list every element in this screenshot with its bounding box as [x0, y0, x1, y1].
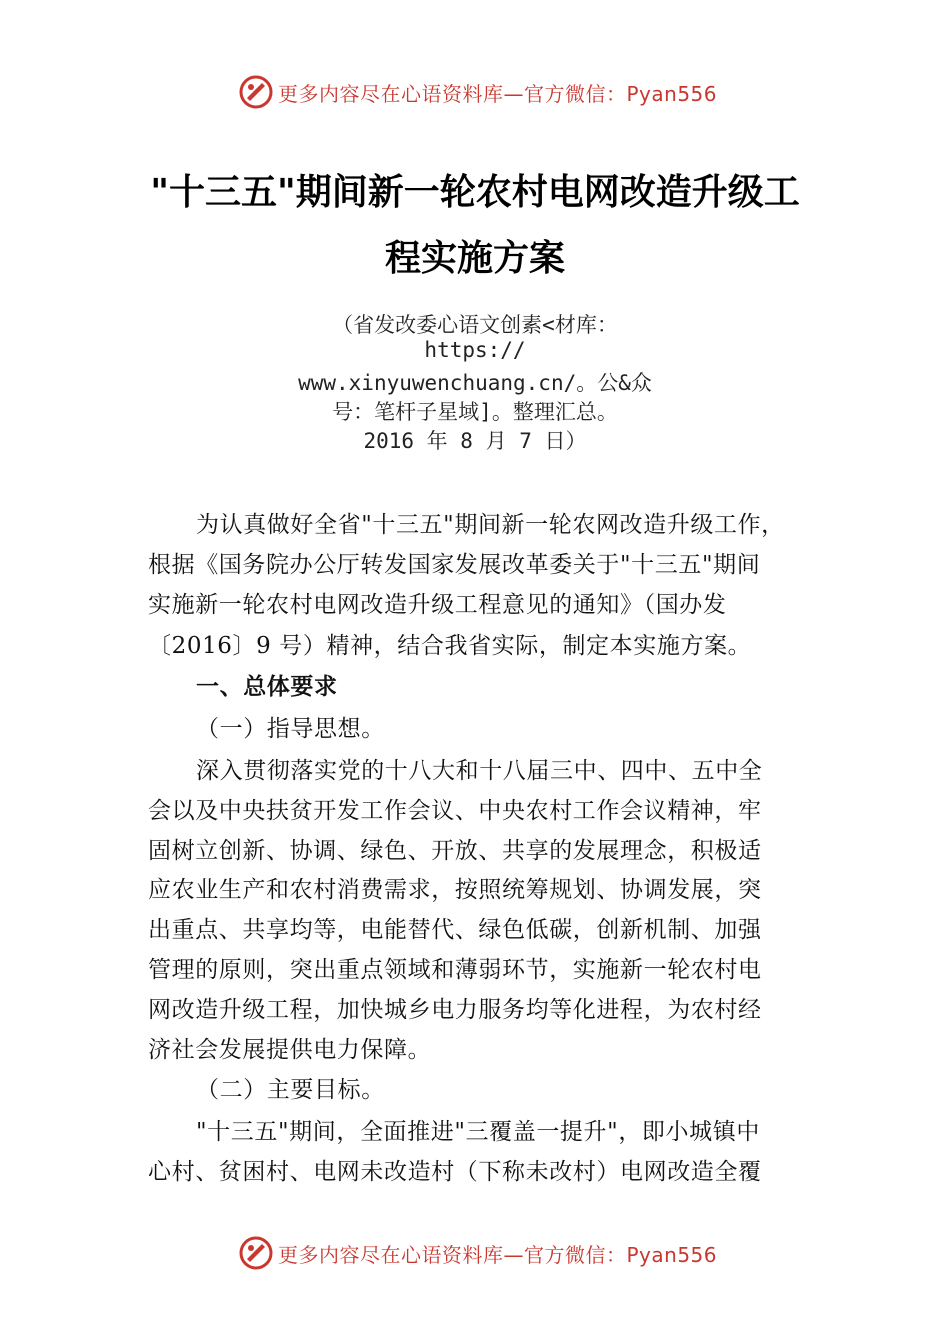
paragraph-line: 〔2016〕9 号）精神，结合我省实际，制定本实施方案。	[148, 633, 752, 659]
header-banner	[0, 72, 950, 112]
document-title-line2: 程实施方案	[384, 238, 565, 279]
paragraph-line: 出重点、共享均等，电能替代、绿色低碳，创新机制、加强	[148, 917, 762, 943]
paragraph-line: 为认真做好全省"十三五"期间新一轮农网改造升级工作，	[196, 512, 785, 538]
paragraph-line: "十三五"期间，全面推进"三覆盖一提升"，即小城镇中	[196, 1119, 760, 1145]
banner-text: 更多内容尽在心语资料库—官方微信：Pyan556	[278, 1243, 718, 1267]
paragraph-line: 心村、贫困村、电网未改造村（下称未改村）电网改造全覆	[148, 1159, 762, 1185]
subtitle-date: 2016 年 8 月 7 日）	[363, 429, 587, 453]
paragraph-line: 实施新一轮农村电网改造升级工程意见的通知》（国办发	[148, 592, 727, 618]
document-title-line1: "十三五"期间新一轮农村电网改造升级工	[150, 172, 800, 213]
section-heading: 一、总体要求	[196, 674, 338, 700]
subtitle-line: www.xinyuwenchuang.cn/。公&众	[298, 371, 652, 395]
paragraph-line: 济社会发展提供电力保障。	[148, 1037, 432, 1063]
logo-icon	[238, 74, 274, 110]
banner-text: 更多内容尽在心语资料库—官方微信：Pyan556	[278, 82, 718, 106]
paragraph-line: 应农业生产和农村消费需求，按照统筹规划、协调发展，突	[148, 877, 762, 903]
subsection-heading: （一）指导思想。	[196, 716, 385, 742]
paragraph-line: 管理的原则，突出重点领域和薄弱环节，实施新一轮农村电	[148, 957, 762, 983]
paragraph-line: 根据《国务院办公厅转发国家发展改革委关于"十三五"期间	[148, 552, 761, 578]
subtitle-line: https://	[424, 338, 526, 362]
subsection-heading: （二）主要目标。	[196, 1077, 385, 1103]
paragraph-line: 网改造升级工程，加快城乡电力服务均等化进程，为农村经	[148, 997, 762, 1023]
logo-icon	[238, 1235, 274, 1271]
paragraph-line: 会以及中央扶贫开发工作会议、中央农村工作会议精神，牢	[148, 798, 762, 824]
footer-banner	[0, 1233, 950, 1273]
paragraph-line: 深入贯彻落实党的十八大和十八届三中、四中、五中全	[196, 758, 763, 784]
subtitle-line: 号：笔杆子星域]。整理汇总。	[332, 400, 618, 424]
subtitle-line: （省发改委心语文创素<材库：	[332, 313, 618, 337]
paragraph-line: 固树立创新、协调、绿色、开放、共享的发展理念，积极适	[148, 838, 762, 864]
